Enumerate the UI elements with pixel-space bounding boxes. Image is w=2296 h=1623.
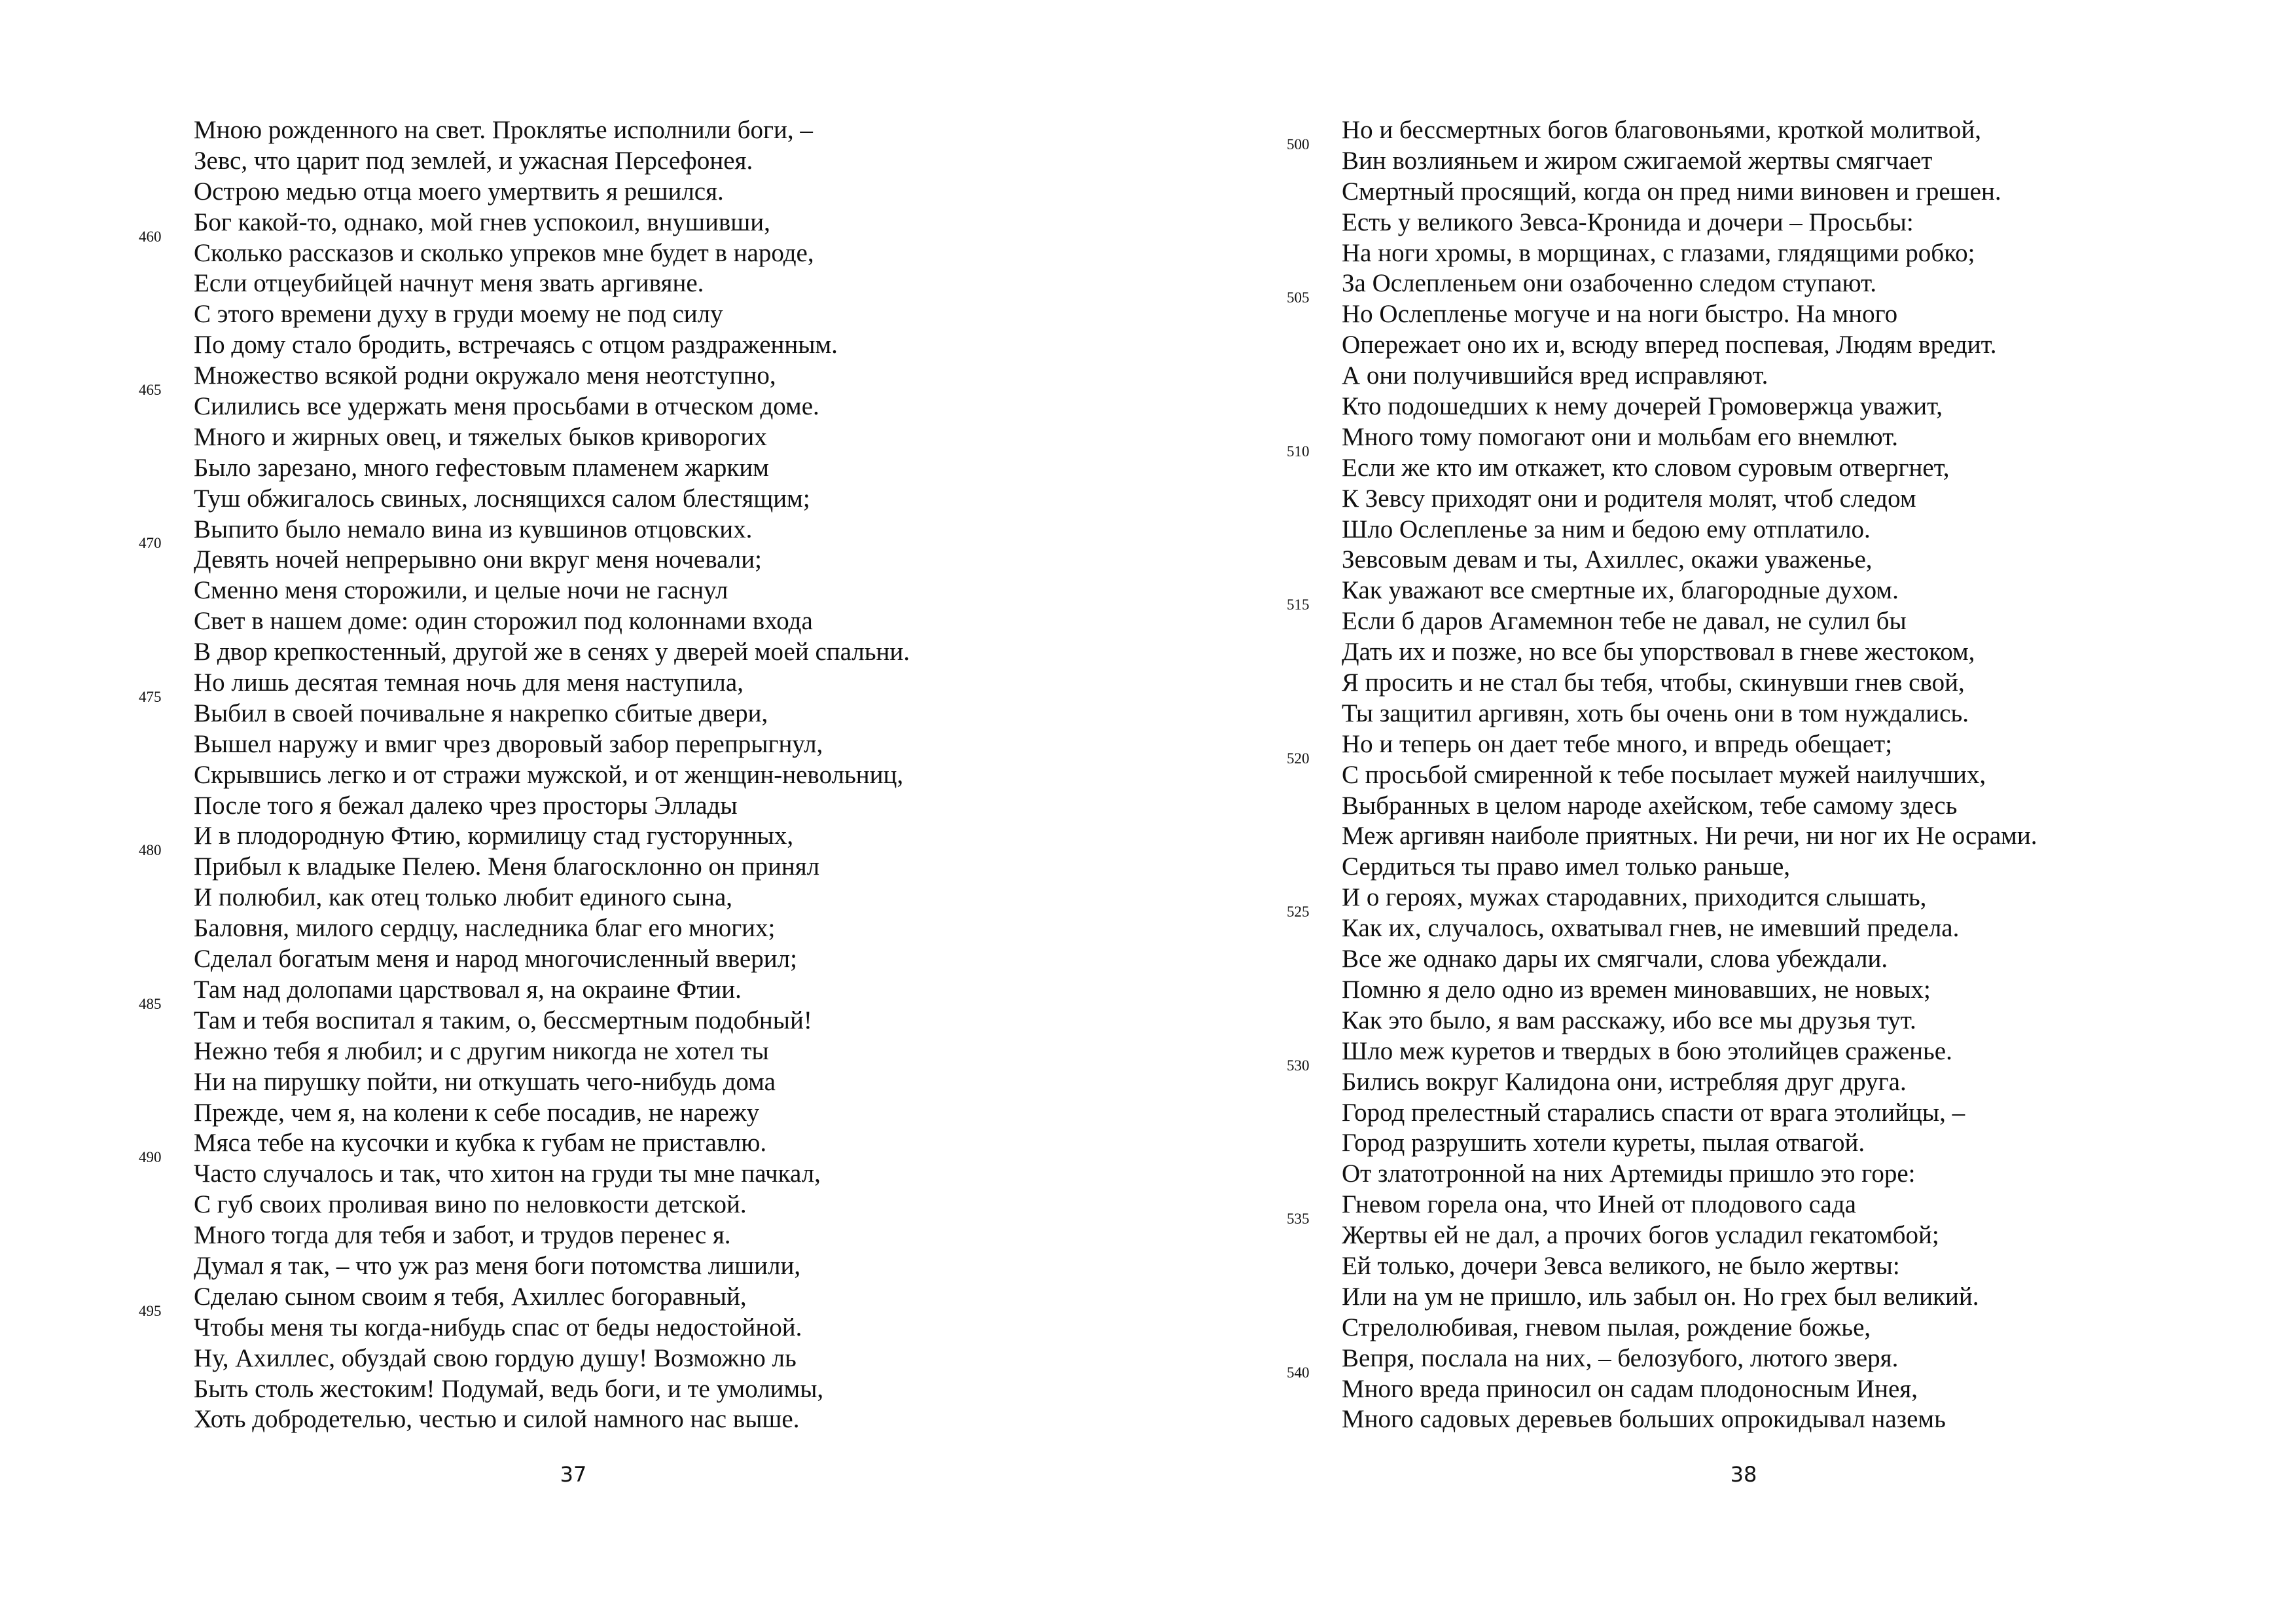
verse-text: А они получившийся вред исправляют. bbox=[1342, 361, 1768, 390]
verse-line bbox=[194, 146, 910, 177]
verse-line bbox=[1342, 944, 2037, 975]
verse-line bbox=[194, 1036, 910, 1067]
verse-line bbox=[1287, 596, 2037, 637]
verse-line bbox=[1342, 1343, 2037, 1374]
verse-line bbox=[1342, 1159, 2037, 1190]
verse-line bbox=[194, 606, 910, 637]
verse-text: Бог какой-то, однако, мой гнев успокоил, внушивши, bbox=[194, 208, 770, 236]
verse-text: Прежде, чем я, на колени к себе посадив, не нарежу bbox=[194, 1098, 760, 1127]
verse-line bbox=[194, 821, 910, 852]
verse-line bbox=[194, 361, 910, 392]
verse-line bbox=[139, 1149, 910, 1190]
verse-text: Как их, случалось, охватывал гнев, не имевший предела. bbox=[1342, 914, 1960, 943]
verse-line bbox=[194, 1251, 910, 1282]
verse-text: На ноги хромы, в морщинах, с глазами, глядящими робко; bbox=[1342, 238, 1975, 267]
verse-text: Сердиться ты право имел только раньше, bbox=[1342, 852, 1791, 881]
right-poem-text bbox=[1287, 115, 2037, 1435]
verse-text: Ни на пирушку пойти, ни откушать чего-нибудь дома bbox=[194, 1067, 776, 1096]
verse-line bbox=[1342, 1251, 2037, 1282]
verse-text: Все же однако дары их смягчали, слова убеждали. bbox=[1342, 945, 1888, 974]
verse-line bbox=[194, 208, 910, 238]
line-number: 500 bbox=[1287, 136, 1310, 153]
verse-line bbox=[1342, 238, 2037, 269]
verse-line bbox=[1342, 208, 2037, 238]
verse-text: Сделал богатым меня и народ многочисленный вверил; bbox=[194, 945, 797, 974]
verse-line bbox=[1342, 1313, 2037, 1343]
verse-line bbox=[1342, 883, 2037, 913]
verse-line bbox=[194, 668, 910, 699]
verse-text: С этого времени духу в груди моему не под силу bbox=[194, 300, 723, 329]
verse-line bbox=[194, 975, 910, 1006]
verse-line bbox=[1287, 1057, 2037, 1098]
verse-line bbox=[1342, 852, 2037, 883]
verse-line bbox=[1342, 1036, 2037, 1067]
verse-line bbox=[1287, 443, 2037, 484]
verse-line bbox=[1342, 515, 2037, 545]
verse-text: Или на ум не пришло, иль забыл он. Но грех был великий. bbox=[1342, 1282, 1979, 1311]
verse-line bbox=[194, 637, 910, 668]
verse-line bbox=[139, 228, 910, 269]
verse-line bbox=[139, 688, 910, 729]
line-number: 525 bbox=[1287, 903, 1310, 921]
verse-text: Сменно меня сторожили, и целые ночи не гаснул bbox=[194, 576, 728, 605]
line-number: 485 bbox=[139, 995, 162, 1012]
verse-text: Стрелолюбивая, гневом пылая, рождение божье, bbox=[1342, 1313, 1871, 1341]
verse-line bbox=[1342, 1128, 2037, 1159]
verse-text: Как это было, я вам расскажу, ибо все мы друзья тут. bbox=[1342, 1006, 1916, 1034]
verse-text: Если б даров Агамемнон тебе не давал, не сулил бы bbox=[1342, 607, 1907, 636]
verse-text: Ей только, дочери Зевса великого, не было жертвы: bbox=[1342, 1251, 1900, 1280]
verse-line bbox=[1342, 699, 2037, 729]
verse-line bbox=[194, 1067, 910, 1098]
verse-text: Ну, Ахиллес, обуздай свою гордую душу! Возможно ль bbox=[194, 1343, 797, 1372]
verse-line bbox=[1342, 575, 2037, 606]
verse-line bbox=[194, 1404, 910, 1435]
line-number: 515 bbox=[1287, 596, 1310, 613]
verse-line bbox=[194, 944, 910, 975]
verse-line bbox=[194, 299, 910, 330]
verse-text: Меж аргивян наиболе приятных. Ни речи, ни ног их Не осрами. bbox=[1342, 822, 2037, 850]
verse-text: Я просить и не стал бы тебя, чтобы, скинувши гнев свой, bbox=[1342, 668, 1965, 697]
verse-text: Там над долопами царствовал я, на окраине Фтии. bbox=[194, 975, 742, 1004]
verse-text: Выбил в своей почивальне я накрепко сбитые двери, bbox=[194, 699, 768, 727]
verse-line bbox=[194, 883, 910, 913]
verse-text: Но лишь десятая темная ночь для меня наступила, bbox=[194, 668, 744, 697]
verse-line bbox=[1342, 1282, 2037, 1313]
verse-text: Много садовых деревьев больших опрокидывал наземь bbox=[1342, 1405, 1946, 1434]
verse-text: Город прелестный старались спасти от врага этолийцы, – bbox=[1342, 1098, 1965, 1127]
verse-line bbox=[194, 115, 910, 146]
line-number: 490 bbox=[139, 1149, 162, 1166]
verse-text: Выбранных в целом народе ахейском, тебе самому здесь bbox=[1342, 791, 1958, 820]
verse-line bbox=[1342, 729, 2037, 760]
verse-text: Много вреда приносил он садам плодоносным Инея, bbox=[1342, 1374, 1918, 1403]
left-poem-text bbox=[139, 115, 910, 1435]
verse-text: От златотронной на них Артемиды пришло это горе: bbox=[1342, 1159, 1916, 1188]
verse-line bbox=[1342, 1006, 2037, 1036]
line-number: 480 bbox=[139, 842, 162, 859]
verse-text: Много тому помогают они и мольбам его внемлют. bbox=[1342, 422, 1898, 451]
verse-line bbox=[1342, 484, 2037, 515]
verse-text: Туш обжигалось свиных, лоснящихся салом блестящим; bbox=[194, 484, 810, 513]
verse-line bbox=[1342, 821, 2037, 852]
verse-text: Баловня, милого сердцу, наследника благ его многих; bbox=[194, 914, 776, 943]
verse-text: Хоть добродетелью, честью и силой намного нас выше. bbox=[194, 1405, 800, 1434]
right-page-number: 38 bbox=[1730, 1462, 1757, 1487]
verse-text: Девять ночей непрерывно они вкруг меня ночевали; bbox=[194, 545, 762, 574]
verse-text: Нежно тебя я любил; и с другим никогда не хотел ты bbox=[194, 1036, 769, 1065]
verse-line bbox=[1342, 268, 2037, 299]
verse-text: Гневом горела она, что Иней от плодового сада bbox=[1342, 1190, 1856, 1219]
verse-line bbox=[1342, 330, 2037, 361]
line-number: 495 bbox=[139, 1302, 162, 1319]
verse-text: И о героях, мужах стародавних, приходится слышать, bbox=[1342, 883, 1927, 912]
verse-line bbox=[1342, 361, 2037, 392]
verse-line bbox=[139, 995, 910, 1036]
verse-text: Смертный просящий, когда он пред ними виновен и грешен. bbox=[1342, 177, 2001, 206]
verse-line bbox=[194, 575, 910, 606]
line-number: 470 bbox=[139, 535, 162, 552]
verse-line bbox=[1342, 392, 2037, 422]
verse-text: Вышел наружу и вмиг чрез дворовый забор перепрыгнул, bbox=[194, 729, 823, 758]
line-number: 505 bbox=[1287, 289, 1310, 306]
verse-line bbox=[194, 1190, 910, 1220]
verse-text: Дать их и позже, но все бы упорствовал в гневе жестоком, bbox=[1342, 638, 1975, 666]
verse-line bbox=[194, 422, 910, 453]
verse-text: Зевсовым девам и ты, Ахиллес, окажи уваженье, bbox=[1342, 545, 1873, 574]
verse-line bbox=[139, 842, 910, 883]
verse-line bbox=[139, 382, 910, 422]
line-number: 530 bbox=[1287, 1057, 1310, 1074]
verse-text: Как уважают все смертные их, благородные духом. bbox=[1342, 576, 1899, 605]
verse-line bbox=[1287, 289, 2037, 330]
verse-text: Там и тебя воспитал я таким, о, бессмертным подобный! bbox=[194, 1006, 812, 1034]
verse-text: Вин возлияньем и жиром сжигаемой жертвы смягчает bbox=[1342, 146, 1933, 175]
verse-line bbox=[194, 1128, 910, 1159]
verse-text: Быть столь жестоким! Подумай, ведь боги, и те умолимы, bbox=[194, 1374, 824, 1403]
verse-line bbox=[1287, 903, 2037, 944]
verse-text: Часто случалось и так, что хитон на груди ты мне пачкал, bbox=[194, 1159, 821, 1188]
verse-line bbox=[1342, 177, 2037, 208]
verse-text: Сколько рассказов и сколько упреков мне будет в народе, bbox=[194, 238, 814, 267]
verse-line bbox=[1342, 1190, 2037, 1220]
verse-text: Помню я дело одно из времен миновавших, не новых; bbox=[1342, 975, 1931, 1004]
verse-text: И в плодородную Фтию, кормилицу стад густорунных, bbox=[194, 822, 794, 850]
verse-text: Но и теперь он дает тебе много, и впредь обещает; bbox=[1342, 729, 1893, 758]
verse-text: Мяса тебе на кусочки и кубка к губам не приставлю. bbox=[194, 1129, 767, 1158]
verse-line bbox=[1287, 750, 2037, 791]
verse-line bbox=[194, 760, 910, 791]
verse-line bbox=[1342, 115, 2037, 146]
verse-text: Шло меж куретов и твердых в бою этолийцев сраженье. bbox=[1342, 1036, 1952, 1065]
verse-line bbox=[194, 515, 910, 545]
verse-line bbox=[194, 913, 910, 944]
verse-text: Мною рожденного на свет. Проклятье исполнили боги, – bbox=[194, 116, 813, 144]
verse-line bbox=[1287, 1211, 2037, 1251]
verse-text: И полюбил, как отец только любит единого сына, bbox=[194, 883, 733, 912]
verse-line bbox=[194, 330, 910, 361]
verse-text: Свет в нашем доме: один сторожил под колоннами входа bbox=[194, 607, 813, 636]
verse-text: Ты защитил аргивян, хоть бы очень они в том нуждались. bbox=[1342, 699, 1969, 727]
verse-text: Прибыл к владыке Пелею. Меня благосклонно он принял bbox=[194, 852, 820, 881]
line-number: 460 bbox=[139, 228, 162, 245]
verse-text: Опережает оно их и, всюду вперед поспевая, Людям вредит. bbox=[1342, 331, 1997, 359]
line-number: 520 bbox=[1287, 750, 1310, 767]
verse-line bbox=[1342, 422, 2037, 453]
verse-line bbox=[194, 1374, 910, 1405]
verse-text: К Зевсу приходят они и родителя молят, чтоб следом bbox=[1342, 484, 1916, 513]
verse-text: Жертвы ей не дал, а прочих богов усладил гекатомбой; bbox=[1342, 1221, 1939, 1250]
verse-text: Думал я так, – что уж раз меня боги потомства лишили, bbox=[194, 1251, 801, 1280]
verse-line bbox=[194, 1220, 910, 1251]
verse-text: Выпито было немало вина из кувшинов отцовских. bbox=[194, 515, 753, 543]
verse-text: Много тогда для тебя и забот, и трудов перенес я. bbox=[194, 1221, 731, 1250]
left-page-number: 37 bbox=[560, 1462, 587, 1487]
verse-text: С просьбой смиренной к тебе посылает мужей наилучших, bbox=[1342, 760, 1986, 789]
verse-text: Сделаю сыном своим я тебя, Ахиллес богоравный, bbox=[194, 1282, 747, 1311]
verse-text: Если отцеубийцей начнут меня звать аргивяне. bbox=[194, 269, 704, 298]
verse-text: Чтобы меня ты когда-нибудь спас от беды недостойной. bbox=[194, 1313, 802, 1341]
verse-line bbox=[1342, 1098, 2037, 1129]
line-number: 475 bbox=[139, 688, 162, 705]
verse-text: Было зарезано, много гефестовым пламенем жарким bbox=[194, 453, 769, 482]
verse-text: Вепря, послала на них, – белозубого, лютого зверя. bbox=[1342, 1343, 1899, 1372]
verse-text: Но и бессмертных богов благовоньями, кроткой молитвой, bbox=[1342, 116, 1981, 144]
line-number: 510 bbox=[1287, 443, 1310, 460]
verse-line bbox=[139, 1302, 910, 1343]
verse-line bbox=[194, 1343, 910, 1374]
verse-line bbox=[1342, 545, 2037, 575]
verse-line bbox=[194, 1098, 910, 1129]
verse-line bbox=[194, 729, 910, 760]
verse-text: После того я бежал далеко чрез просторы Эллады bbox=[194, 791, 738, 820]
right-page bbox=[1148, 0, 2296, 1623]
verse-text: Город разрушить хотели куреты, пылая отвагой. bbox=[1342, 1129, 1865, 1158]
verse-text: По дому стало бродить, встречаясь с отцом раздраженным. bbox=[194, 331, 838, 359]
verse-text: В двор крепкостенный, другой же в сенях у дверей моей спальни. bbox=[194, 638, 910, 666]
verse-text: Если же кто им откажет, кто словом суровым отвергнет, bbox=[1342, 453, 1950, 482]
verse-line bbox=[194, 177, 910, 208]
line-number: 465 bbox=[139, 382, 162, 399]
verse-text: Бились вокруг Калидона они, истребляя друг друга. bbox=[1342, 1067, 1907, 1096]
verse-text: Острою медью отца моего умертвить я решился. bbox=[194, 177, 724, 206]
verse-line bbox=[194, 453, 910, 484]
verse-text: Множество всякой родни окружало меня неотступно, bbox=[194, 361, 776, 390]
verse-text: Кто подошедших к нему дочерей Громовержца уважит, bbox=[1342, 392, 1943, 421]
verse-line bbox=[194, 791, 910, 822]
verse-text: Есть у великого Зевса-Кронида и дочери – Просьбы: bbox=[1342, 208, 1914, 236]
line-number: 535 bbox=[1287, 1211, 1310, 1228]
verse-text: Но Ослепленье могуче и на ноги быстро. На много bbox=[1342, 300, 1898, 329]
verse-line bbox=[194, 268, 910, 299]
verse-line bbox=[194, 1282, 910, 1313]
verse-text: Шло Ослепленье за ним и бедою ему отплатило. bbox=[1342, 515, 1871, 543]
verse-text: Зевс, что царит под землей, и ужасная Персефонея. bbox=[194, 146, 753, 175]
line-number: 540 bbox=[1287, 1364, 1310, 1381]
verse-text: С губ своих проливая вино по неловкости детской. bbox=[194, 1190, 747, 1219]
verse-text: Много и жирных овец, и тяжелых быков криворогих bbox=[194, 422, 767, 451]
verse-line bbox=[1342, 637, 2037, 668]
verse-line bbox=[1342, 791, 2037, 822]
verse-line bbox=[1287, 136, 2037, 177]
verse-text: За Ослепленьем они озабоченно следом ступают. bbox=[1342, 269, 1876, 298]
verse-line bbox=[1342, 975, 2037, 1006]
verse-line bbox=[1342, 668, 2037, 699]
verse-line bbox=[139, 535, 910, 575]
verse-text: Силились все удержать меня просьбами в отческом доме. bbox=[194, 392, 819, 421]
verse-line bbox=[1287, 1364, 2037, 1405]
verse-line bbox=[1342, 1404, 2037, 1435]
verse-line bbox=[194, 484, 910, 515]
verse-text: Скрывшись легко и от стражи мужской, и от женщин-невольниц, bbox=[194, 760, 904, 789]
